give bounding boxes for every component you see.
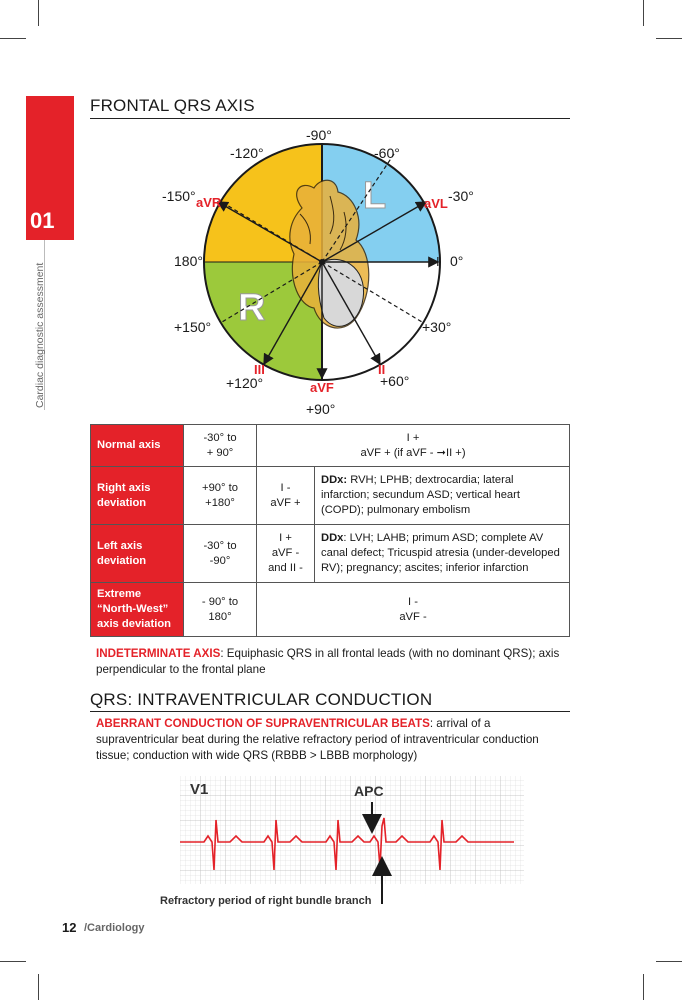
crop-mark [0, 38, 26, 39]
table-row [91, 525, 570, 583]
indeterminate-label: INDETERMINATE AXIS [96, 647, 221, 660]
range-cell: -30° to -90° [184, 525, 257, 583]
lead-label-aVL: aVL [424, 196, 448, 211]
angle-plus30: +30° [422, 319, 452, 335]
range-cell: +90° to +180° [184, 467, 257, 525]
ddx-cell [315, 525, 570, 583]
page-number: 12 [62, 920, 77, 935]
range-cell: - 90° to 180° [184, 583, 257, 637]
table-row [91, 425, 570, 467]
angle-minus90: -90° [306, 127, 332, 143]
leads-cell: I - aVF - [257, 583, 570, 637]
crop-mark [656, 961, 682, 962]
lead-label-aVF: aVF [310, 380, 334, 395]
row-header: Left axis deviation [91, 525, 184, 583]
ddx-text: RVH; LPHB; dextrocardia; lateral infarction; secundum ASD; vertical heart (COPD); pulmonary embolism [321, 474, 520, 516]
crop-mark [0, 961, 26, 962]
section-title-frontal-axis: FRONTAL QRS AXIS [90, 96, 255, 115]
frontal-axis-diagram [150, 122, 490, 422]
angle-minus60: -60° [374, 145, 400, 161]
refractory-label: Refractory period of right bundle branch [160, 895, 372, 907]
leads-cell: I + aVF + (if aVF - ➞II +) [257, 425, 570, 467]
ecg-strip [150, 770, 530, 910]
ddx-label: DDx: [321, 474, 348, 486]
book-title: /Cardiology [84, 922, 145, 934]
center-dot [319, 259, 325, 265]
quadrant-label-right: R [238, 287, 266, 329]
crop-mark [656, 38, 682, 39]
lead-label-II: II [378, 362, 386, 377]
angle-plus120: +120° [226, 375, 264, 391]
angle-plus150: +150° [174, 319, 212, 335]
crop-mark [38, 974, 39, 1000]
crop-mark [38, 0, 39, 26]
leads-cell: I + aVF - and II - [257, 525, 315, 583]
quadrant-label-left: L [363, 175, 387, 217]
ddx-label: DDx [321, 532, 344, 544]
angle-plus60: +60° [380, 373, 410, 389]
section-title-conduction: QRS: INTRAVENTRICULAR CONDUCTION [90, 690, 433, 709]
angle-minus120: -120° [230, 145, 264, 161]
crop-mark [643, 974, 644, 1000]
angle-minus150: -150° [162, 188, 196, 204]
lead-label-III: III [254, 362, 265, 377]
ecg-lead-label: V1 [190, 781, 209, 798]
section-rule [90, 118, 570, 119]
angle-180: 180° [174, 253, 203, 269]
row-header: Normal axis [91, 425, 184, 467]
aberrant-label: ABERRANT CONDUCTION OF SUPRAVENTRICULAR BEATS [96, 717, 430, 730]
lead-label-I: I [436, 254, 440, 269]
angle-minus30: -30° [448, 188, 474, 204]
aberrant-text: : arrival of a supraventricular beat during the relative refractory period of intraventricular conduction tissue; conduction with wide QRS (RBBB > LBBB morphology) [96, 717, 539, 762]
table-row [91, 467, 570, 525]
indeterminate-axis-paragraph [96, 646, 570, 678]
axis-deviation-table [90, 424, 570, 637]
aberrant-conduction-paragraph [96, 716, 570, 764]
angle-0: 0° [450, 253, 464, 269]
chapter-title: Cardiac diagnostic assessment [34, 262, 46, 408]
crop-mark [643, 0, 644, 26]
angle-plus90: +90° [306, 401, 336, 417]
section-rule [90, 711, 570, 712]
indeterminate-text: : Equiphasic QRS in all frontal leads (with no dominant QRS); axis perpendicular to the frontal plane [96, 647, 560, 676]
range-cell: -30° to + 90° [184, 425, 257, 467]
ddx-text: : LVH; LAHB; primum ASD; complete AV canal defect; Tricuspid atresia (under-developed RV); pregnancy; ascites; inferior infarction [321, 532, 560, 574]
ddx-cell [315, 467, 570, 525]
apc-label: APC [354, 783, 384, 799]
row-header: Right axis deviation [91, 467, 184, 525]
lead-label-aVR: aVR [196, 195, 222, 210]
row-header: Extreme “North-West” axis deviation [91, 583, 184, 637]
table-row [91, 583, 570, 637]
leads-cell: I - aVF + [257, 467, 315, 525]
chapter-number: 01 [30, 208, 55, 233]
ecg-grid [180, 776, 524, 884]
